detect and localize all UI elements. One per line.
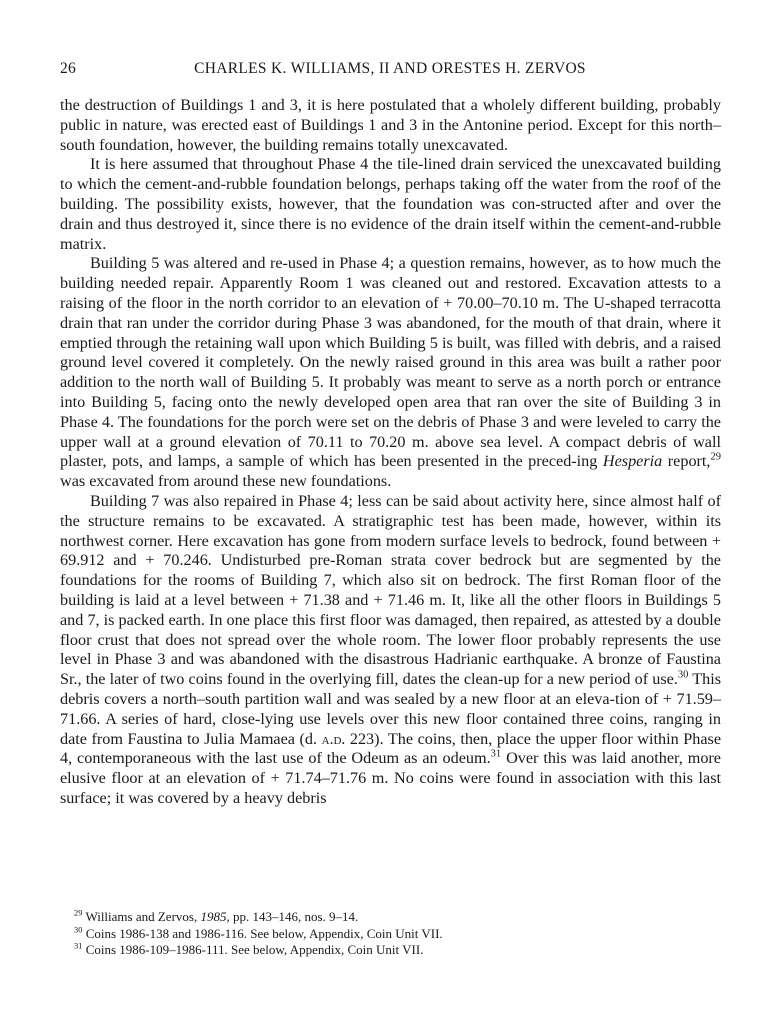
paragraph-text: 223). The coins, then, place the upper floor within Phase 4, contemporaneous with the last use of the Odeum as an odeum. — [60, 729, 721, 768]
paragraph — [60, 254, 721, 492]
footnote-marker: 31 — [74, 940, 83, 951]
footnote-text: Coins 1986-138 and 1986-116. See below, Appendix, Coin Unit VII. — [82, 925, 443, 941]
footnote-text: , pp. 143–146, nos. 9–14. — [226, 909, 359, 924]
footnote-italic: 1985 — [200, 909, 227, 924]
running-head: CHARLES K. WILLIAMS, II AND ORESTES H. ZERVOS — [194, 60, 586, 77]
footnote-marker: 29 — [74, 907, 83, 918]
era-abbreviation: a.d. — [321, 730, 346, 748]
paragraph — [60, 492, 721, 809]
footnote — [60, 909, 721, 926]
footnote-ref[interactable]: 30 — [677, 669, 689, 681]
footnote-text: Williams and Zervos, — [82, 909, 201, 924]
paragraph-text: Building 5 was altered and re-used in Phase 4; a question remains, however, as to how much the building needed repair. Apparently Room 1 was cleaned out and restored. Excavation attests to a raising of the floor in the north corridor to an elevation of + 70.00–70.10 m. The U-shaped terracotta drain that ran under the corridor during Phase 3 was abandoned, for the mouth of that drain, where it emptied through the retaining wall upon which Building 5 is built, was filled with debris, and a raised ground level covered it completely. On the newly raised ground in this area was built a rather poor addition to the north wall of Building 5. It probably was meant to serve as a north porch or entrance into Building 5, facing onto the newly developed open area that ran over the site of Building 3 in Phase 4. The foundations for the porch were set on the debris of Phase 3 and were leveled to carry the upper wall at a ground elevation of 70.11 to 70.20 m. above sea level. A compact debris of wall plaster, pots, and lamps, a sample of which has been presented in the preced-ing — [60, 254, 721, 471]
journal-title: Hesperia — [602, 452, 663, 471]
paragraph-text: was excavated from around these new foundations. — [60, 472, 392, 491]
paragraph-text: report, — [662, 452, 711, 471]
page-number: 26 — [60, 60, 77, 77]
body-text — [60, 96, 721, 809]
footnote-ref[interactable]: 31 — [490, 748, 502, 760]
footnote-marker: 30 — [74, 924, 83, 935]
paragraph-text: Over this was laid another, more elusive floor at an elevation of + 71.74–71.76 m. No coins were found in association with this last surface; it was covered by a heavy debris — [60, 749, 721, 807]
footnote — [60, 926, 721, 943]
footnote-text: Coins 1986-109–1986-111. See below, Appendix, Coin Unit VII. — [82, 942, 424, 957]
paragraph-text: This debris covers a north–south partition wall and was sealed by a new floor at an eleva-tion of + 71.59–71.66. A series of hard, close-lying use levels over this new floor contained three coins, ranging in date from Faustina to Julia Mamaea (d. — [60, 670, 721, 748]
paragraph: the destruction of Buildings 1 and 3, it is here postulated that a wholely different building, probably public in nature, was erected east of Buildings 1 and 3 in the Antonine period. Except for this north–south foundation, however, the building remains totally unexcavated. — [60, 96, 721, 154]
paragraph-text: Building 7 was also repaired in Phase 4; less can be said about activity here, since almost half of the structure remains to be excavated. A stratigraphic test has been made, however, within its northwest corner. Here excavation has gone from modern surface levels to bedrock, found between + 69.912 and + 70.246. Undisturbed pre-Roman strata cover bedrock but are segmented by the foundations for the rooms of Building 7, which also sit on bedrock. The first Roman floor of the building is laid at a level between + 71.38 and + 71.46 m. It, like all the other floors in Buildings 5 and 7, is packed earth. In one place this first floor was damaged, then repaired, as attested by a double floor crust that does not spread over the whole room. The lower floor probably represents the use level in Phase 3 and was abandoned with the disastrous Hadrianic earthquake. A bronze of Faustina Sr., the later of two coins found in the overlying fill, dates the clean-up for a new period of use. — [60, 491, 721, 689]
page-header — [60, 60, 720, 82]
paragraph: It is here assumed that throughout Phase 4 the tile-lined drain serviced the unexcavated building to which the cement-and-rubble foundation belongs, perhaps taking off the water from the roof of the building. The possibility exists, however, that the foundation was con-structed after and over the drain and thus destroyed it, since there is no evidence of the drain itself within the cement-and-rubble matrix. — [60, 155, 721, 253]
footnote-ref[interactable]: 29 — [710, 451, 721, 463]
footnote — [60, 942, 721, 959]
footnotes — [60, 909, 721, 959]
